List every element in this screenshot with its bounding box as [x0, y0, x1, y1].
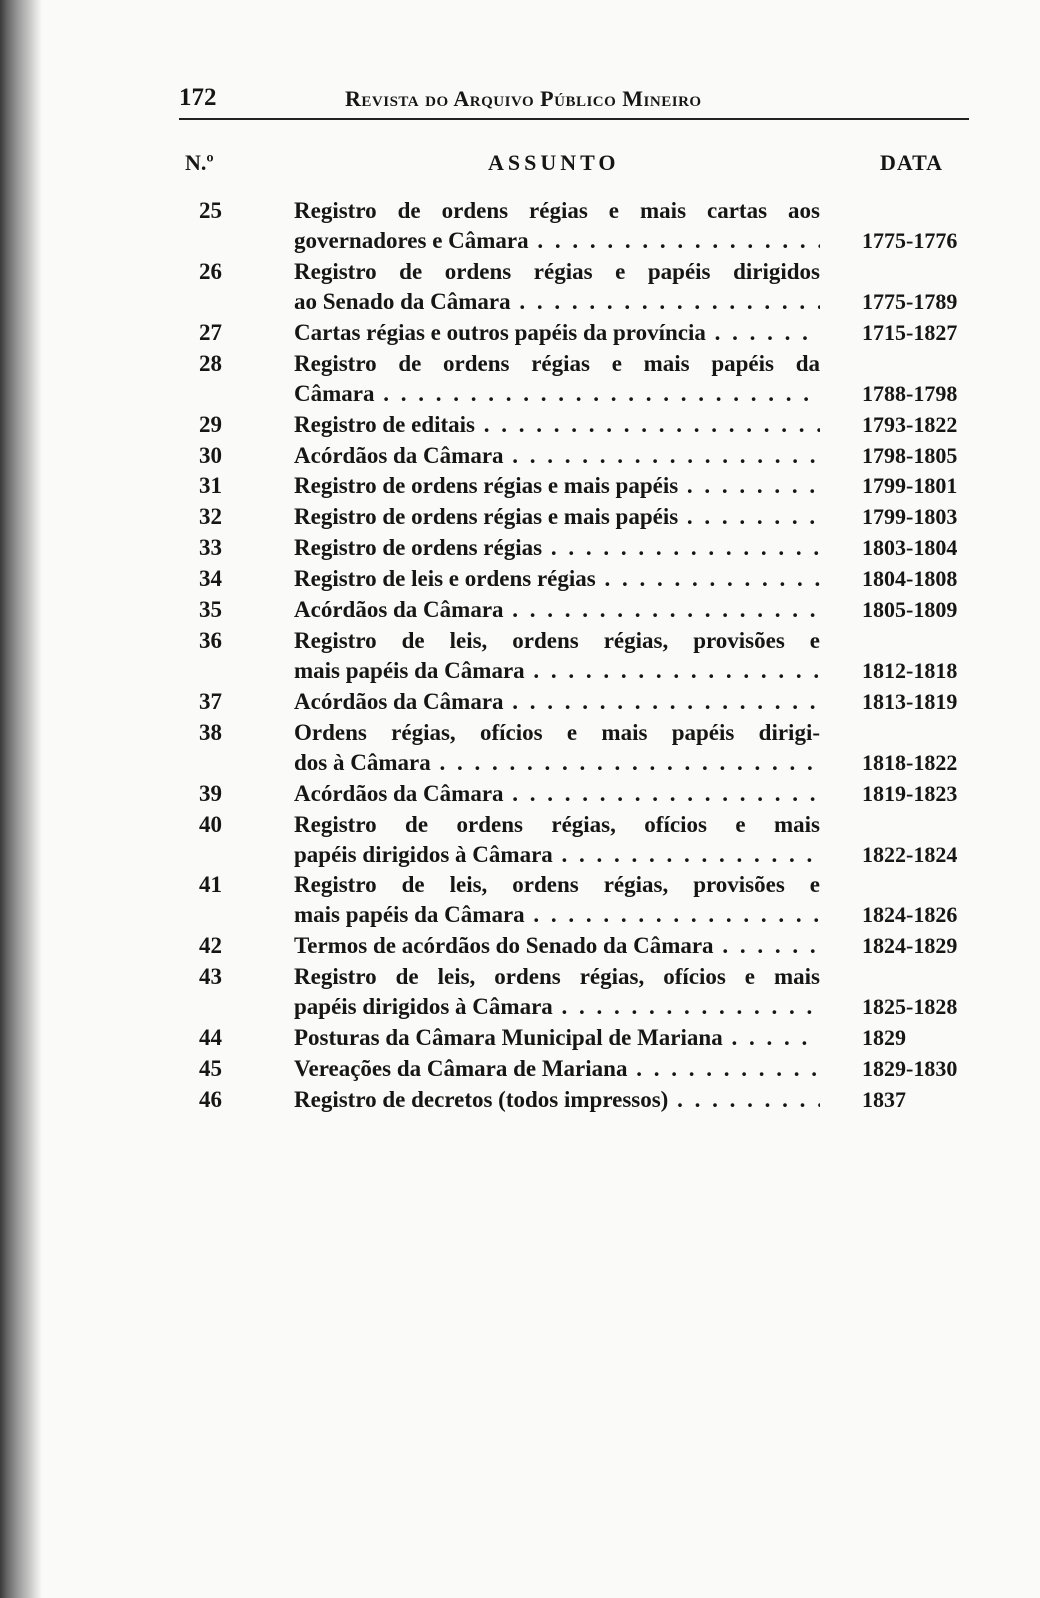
subject-line: Registro de editais . . . [294, 410, 820, 440]
subject-line: Acórdãos da Câmara . . . [294, 779, 820, 809]
subject-line: Registro de leis, ordens régias, ofícios e mais [294, 964, 820, 990]
table-row [0, 471, 1040, 501]
entry-subject [294, 931, 820, 961]
subject-line: Posturas da Câmara Municipal de Mariana . . . [294, 1023, 820, 1053]
entry-number: 32 [199, 504, 222, 530]
entry-date: 1829-1830 [862, 1056, 958, 1081]
table-row [0, 318, 1040, 348]
table-row [0, 931, 1040, 961]
subject-line: Termos de acórdãos do Senado da Câmara . . . [294, 931, 820, 961]
entry-number: 45 [199, 1056, 222, 1081]
column-header-date: DATA [880, 150, 944, 175]
entry-date: 1798-1805 [862, 442, 958, 468]
entry-subject [294, 595, 820, 625]
entry-number: 46 [199, 1086, 222, 1112]
entry-subject [294, 718, 820, 778]
table-row [0, 626, 1040, 686]
entry-subject [294, 196, 820, 256]
entry-subject [294, 1023, 820, 1053]
subject-line: Registro de leis, ordens régias, provisões e [294, 627, 820, 653]
table-row [0, 257, 1040, 317]
table-row [0, 718, 1040, 778]
entry-date: 1824-1826 [862, 902, 958, 928]
subject-line: papéis dirigidos à Câmara . . . [294, 840, 820, 870]
table-row [0, 595, 1040, 625]
subject-line: Registro de decretos (todos impressos) . . . [294, 1085, 820, 1115]
page-number: 172 [179, 84, 217, 111]
entry-subject [294, 687, 820, 717]
table-row [0, 564, 1040, 594]
table-row [0, 410, 1040, 440]
entry-subject [294, 257, 820, 317]
entry-date: 1822-1824 [862, 841, 958, 867]
entry-number: 40 [199, 811, 222, 837]
entry-date: 1837 [862, 1086, 906, 1112]
entry-subject [294, 810, 820, 870]
journal-title: Revista do Arquivo Público Mineiro [345, 86, 702, 111]
entry-number: 39 [199, 780, 222, 806]
subject-line: Câmara . . . [294, 379, 820, 409]
entry-date: 1775-1789 [862, 288, 958, 314]
entry-date: 1788-1798 [862, 380, 958, 406]
entry-date: 1775-1776 [862, 228, 958, 253]
entry-date: 1799-1801 [862, 473, 958, 499]
entry-subject [294, 1085, 820, 1115]
entry-date: 1793-1822 [862, 411, 958, 437]
table-row [0, 349, 1040, 409]
table-row [0, 196, 1040, 256]
table-row [0, 870, 1040, 930]
entry-number: 25 [199, 198, 222, 223]
entry-subject [294, 564, 820, 594]
table-row [0, 1085, 1040, 1115]
entry-subject [294, 318, 820, 348]
entry-subject [294, 349, 820, 409]
entry-subject [294, 441, 820, 471]
subject-line: mais papéis da Câmara . . . [294, 656, 820, 686]
entry-number: 26 [199, 258, 222, 284]
entry-number: 43 [199, 964, 222, 990]
entry-number: 42 [199, 933, 222, 959]
table-row [0, 502, 1040, 532]
entry-number: 31 [199, 473, 222, 499]
subject-line: dos à Câmara . . . [294, 748, 820, 778]
entry-number: 29 [199, 411, 222, 437]
subject-line: Registro de leis, ordens régias, provisões e [294, 872, 820, 898]
entry-date: 1805-1809 [862, 597, 958, 622]
entry-number: 27 [199, 319, 222, 345]
entry-subject [294, 962, 820, 1022]
table-row [0, 533, 1040, 563]
entry-number: 34 [199, 566, 222, 592]
subject-line: Acórdãos da Câmara . . . [294, 441, 820, 471]
column-header-subject: ASSUNTO [488, 150, 620, 175]
subject-line: Registro de ordens régias . . . [294, 533, 820, 563]
subject-line: Acórdãos da Câmara . . . [294, 595, 820, 625]
subject-line: governadores e Câmara . . . [294, 226, 820, 256]
table-row [0, 1054, 1040, 1084]
subject-line: Registro de ordens régias e mais papéis da [294, 350, 820, 376]
entry-number: 41 [199, 872, 222, 898]
entry-date: 1829 [862, 1025, 906, 1051]
entry-number: 44 [199, 1025, 222, 1051]
entry-number: 30 [199, 442, 222, 468]
entry-date: 1804-1808 [862, 566, 958, 592]
entry-subject [294, 870, 820, 930]
entry-date: 1715-1827 [862, 319, 958, 345]
entry-number: 35 [199, 597, 222, 622]
subject-line: Vereações da Câmara de Mariana . . . [294, 1054, 820, 1084]
entry-subject [294, 410, 820, 440]
entry-date: 1819-1823 [862, 780, 958, 806]
subject-line: Registro de ordens régias e papéis dirigidos [294, 258, 820, 284]
column-header-number: N.º [185, 150, 214, 175]
entry-date: 1825-1828 [862, 994, 958, 1020]
table-row [0, 687, 1040, 717]
table-row [0, 441, 1040, 471]
entry-subject [294, 779, 820, 809]
subject-line: mais papéis da Câmara . . . [294, 900, 820, 930]
entry-date: 1813-1819 [862, 688, 958, 714]
subject-line: Registro de ordens régias e mais papéis . . . [294, 471, 820, 501]
subject-line: Registro de ordens régias e mais cartas aos [294, 198, 820, 223]
entry-subject [294, 1054, 820, 1084]
table-row [0, 779, 1040, 809]
subject-line: Registro de ordens régias e mais papéis . . . [294, 502, 820, 532]
entry-date: 1812-1818 [862, 657, 958, 683]
entry-date: 1818-1822 [862, 749, 958, 775]
entry-subject [294, 502, 820, 532]
subject-line: ao Senado da Câmara . . . [294, 287, 820, 317]
table-row [0, 1023, 1040, 1053]
entry-subject [294, 533, 820, 563]
entry-number: 33 [199, 535, 222, 561]
entry-date: 1799-1803 [862, 504, 958, 530]
table-row [0, 962, 1040, 1022]
subject-line: Registro de leis e ordens régias . . . [294, 564, 820, 594]
entry-number: 38 [199, 719, 222, 745]
entry-number: 36 [199, 627, 222, 653]
entry-number: 28 [199, 350, 222, 376]
table-row [0, 810, 1040, 870]
subject-line: Acórdãos da Câmara . . . [294, 687, 820, 717]
subject-line: Registro de ordens régias, ofícios e mais [294, 811, 820, 837]
subject-line: papéis dirigidos à Câmara . . . [294, 992, 820, 1022]
subject-line: Cartas régias e outros papéis da província . . . [294, 318, 820, 348]
entry-date: 1803-1804 [862, 535, 958, 561]
entry-number: 37 [199, 688, 222, 714]
entry-subject [294, 471, 820, 501]
entry-subject [294, 626, 820, 686]
entry-date: 1824-1829 [862, 933, 958, 959]
subject-line: Ordens régias, ofícios e mais papéis dirigi- [294, 719, 820, 745]
